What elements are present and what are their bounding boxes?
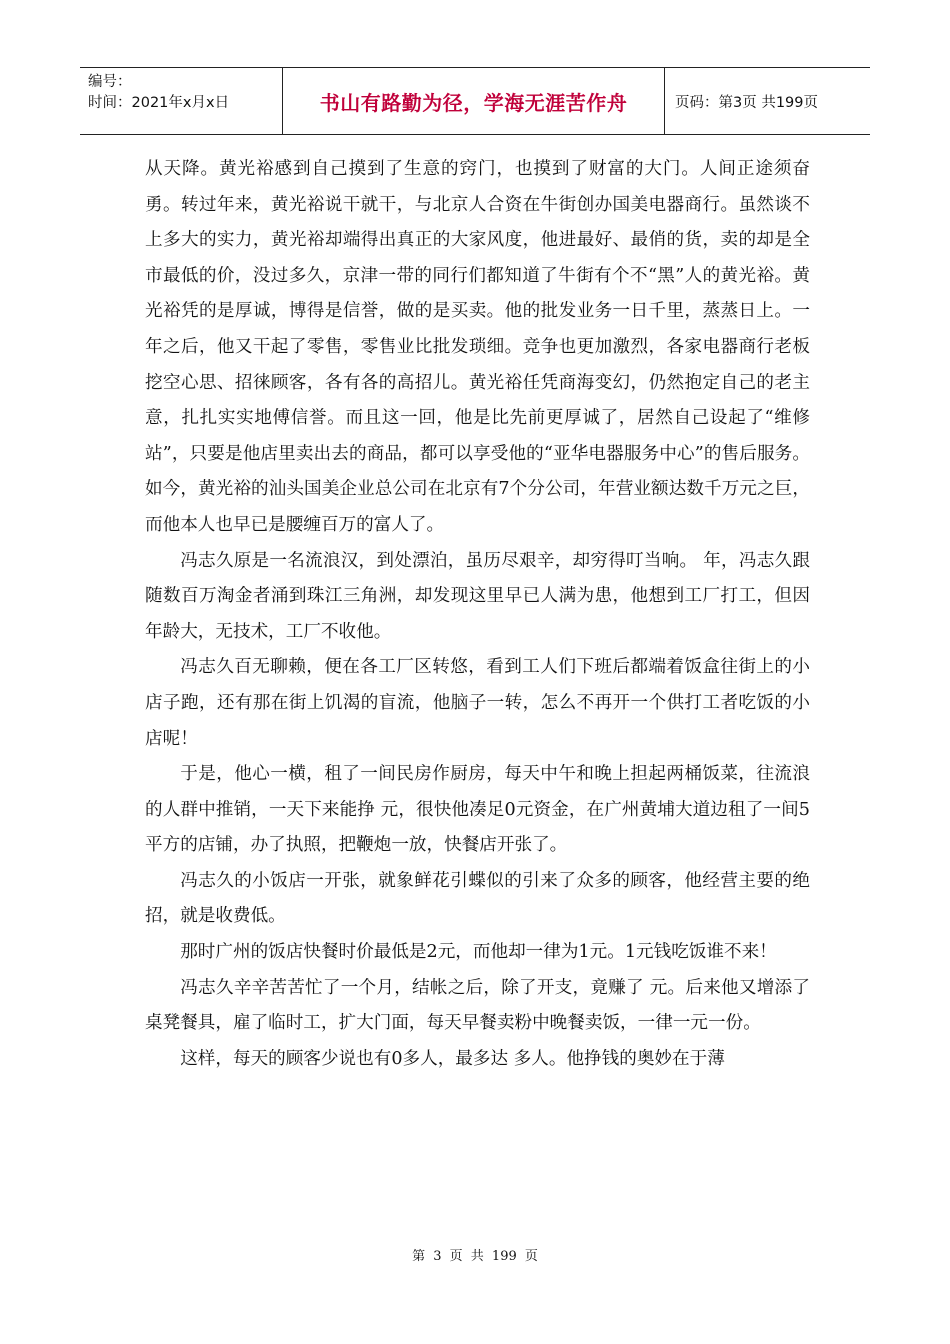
- header-page-code: 页码：第3页 共199页: [675, 94, 819, 111]
- document-time-label: 时间：2021年x月x日: [88, 95, 230, 111]
- header-meta-cell: [80, 68, 283, 134]
- paragraph: 冯志久辛辛苦苦忙了一个月，结帐之后，除了开支，竟赚了 元。后来他又增添了桌凳餐具，雇了临时工，扩大门面，每天早餐卖粉中晚餐卖饭，一律一元一份。: [145, 977, 810, 1034]
- body-text: [145, 152, 810, 1077]
- header-page-cell: [665, 68, 870, 134]
- paragraph: 冯志久原是一名流浪汉，到处漂泊，虽历尽艰辛，却穷得叮当响。 年，冯志久跟随数百万淘金者涌到珠江三角洲，却发现这里早已人满为患，他想到工厂打工，但因年龄大，无技术，工厂不收他。: [145, 550, 810, 642]
- paragraph: 这样，每天的顾客少说也有0多人，最多达 多人。他挣钱的奥妙在于薄: [180, 1048, 725, 1069]
- paragraph: 冯志久的小饭店一开张，就象鲜花引蝶似的引来了众多的顾客，他经营主要的绝招，就是收费低。: [145, 870, 810, 927]
- paragraph: 于是，他心一横，租了一间民房作厨房，每天中午和晚上担起两桶饭菜，往流浪的人群中推销，一天下来能挣 元，很快他凑足0元资金，在广州黄埔大道边租了一间5平方的店铺，办了执照，把鞭炮一放，快餐店开张了。: [145, 764, 810, 856]
- paragraph: 那时广州的饭店快餐时价最低是2元，而他却一律为1元。1元钱吃饭谁不来！: [180, 942, 777, 963]
- document-number-label: 编号：: [88, 74, 132, 90]
- page-header: [80, 67, 870, 135]
- page-footer: 第 3 页 共 199 页: [412, 1249, 538, 1264]
- paragraph: 冯志久百无聊赖，便在各工厂区转悠，看到工人们下班后都端着饭盒往街上的小店子跑，还有那在街上饥渴的盲流，他脑子一转，怎么不再开一个供打工者吃饭的小店呢！: [145, 657, 810, 749]
- header-motto-cell: [283, 68, 665, 134]
- paragraph: 从天降。黄光裕感到自己摸到了生意的窍门，也摸到了财富的大门。人间正途须奋勇。转过年来，黄光裕说干就干，与北京人合资在牛街创办国美电器商行。虽然谈不上多大的实力，黄光裕却端得出真正的大家风度，他进最好、最俏的货，卖的却是全市最低的价，没过多久，京津一带的同行们都知道了牛街有个不“黑”人的黄光裕。黄光裕凭的是厚诚，博得是信誉，做的是买卖。他的批发业务一日千里，蒸蒸日上。一年之后，他又干起了零售，零售业比批发琐细。竞争也更加激烈，各家电器商行老板挖空心思、招徕顾客，各有各的高招儿。黄光裕任凭商海变幻，仍然抱定自己的老主意，扎扎实实地傅信誉。而且这一回，他是比先前更厚诚了，居然自己设起了“维修站”，只要是他店里卖出去的商品，都可以享受他的“亚华电器服务中心”的售后服务。如今，黄光裕的汕头国美企业总公司在北京有7个分公司，年营业额达数千万元之巨，而他本人也早已是腰缠百万的富人了。: [145, 159, 810, 535]
- header-motto: 书山有路勤为径，学海无涯苦作舟: [319, 90, 628, 115]
